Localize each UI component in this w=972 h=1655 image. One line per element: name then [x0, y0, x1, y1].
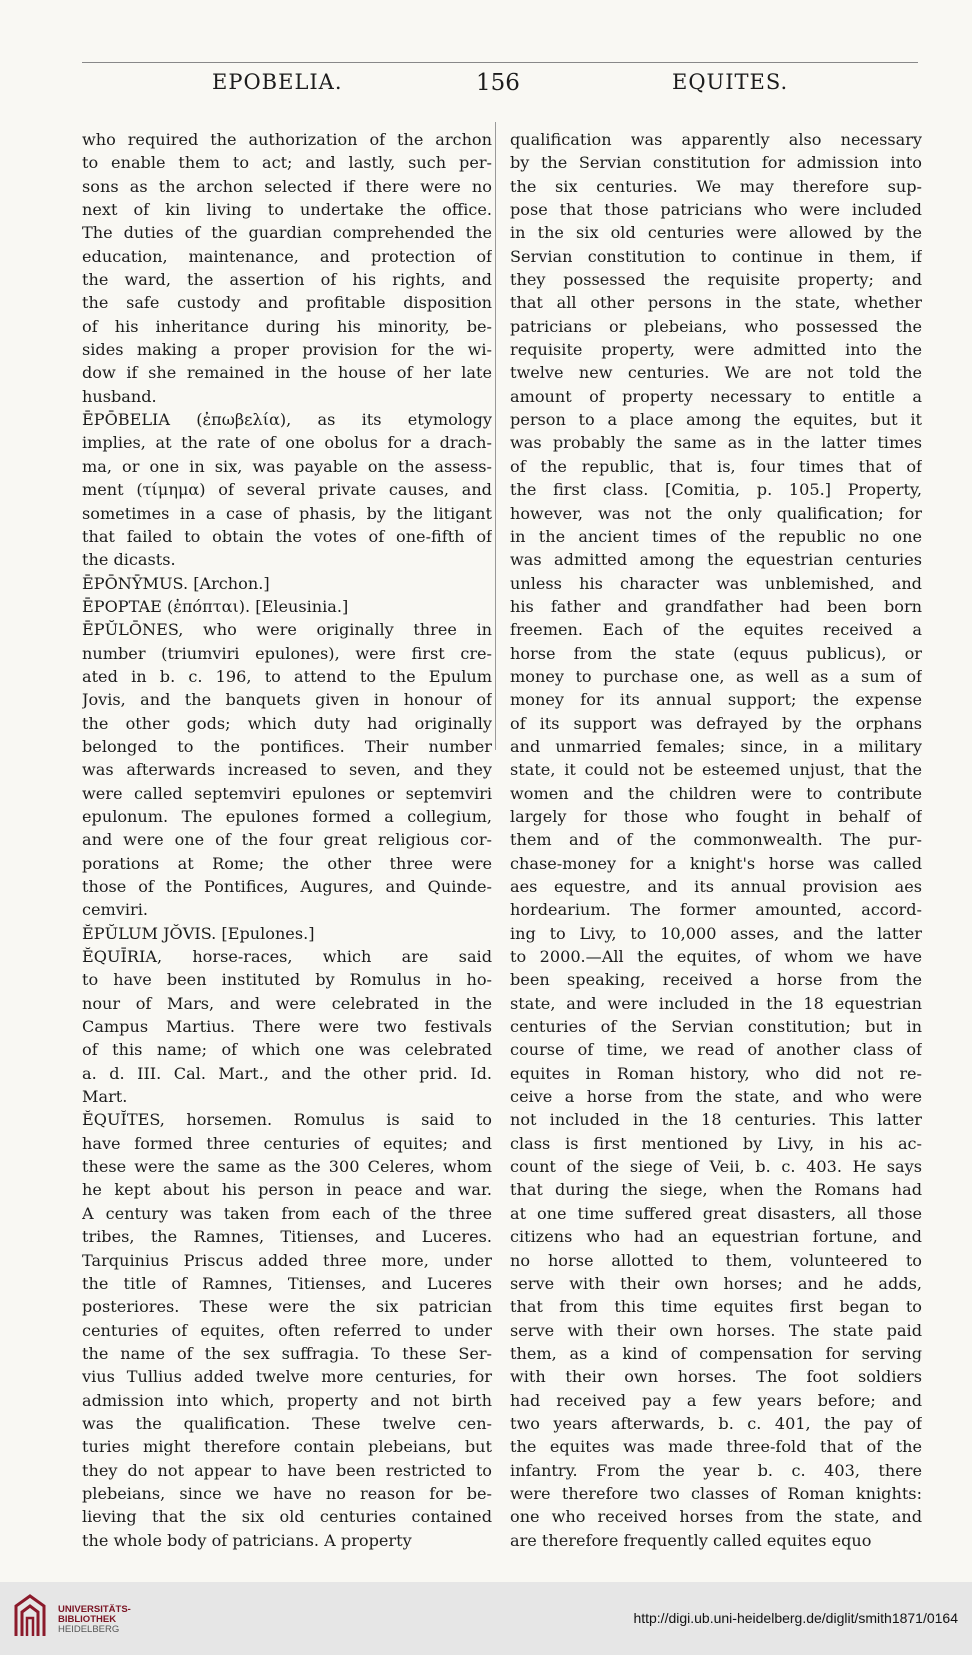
- text-line: was admitted among the equestrian centuries: [510, 550, 922, 570]
- text-line: pose that those patricians who were included: [510, 200, 922, 220]
- text-line: plebeians, since we have no reason for be-: [82, 1483, 492, 1503]
- text-line: count of the siege of Veii, b. c. 403. He says: [510, 1157, 922, 1177]
- text-line: at one time suffered great disasters, all those: [510, 1203, 922, 1223]
- column-divider: [495, 122, 496, 750]
- text-line: state, and were included in the 18 equestrian: [510, 993, 922, 1013]
- text-line: Tarquinius Priscus added three more, under: [82, 1250, 492, 1270]
- text-line: person to a place among the equites, but it: [510, 410, 922, 430]
- text-line: unless his character was unblemished, and: [510, 573, 922, 593]
- text-line: however, was not the only qualification; for: [510, 503, 922, 523]
- text-line: A century was taken from each of the three: [82, 1203, 492, 1223]
- text-line: of the republic, that is, four times that of: [510, 456, 922, 476]
- text-line: that during the siege, when the Romans had: [510, 1180, 922, 1200]
- text-line: no horse allotted to them, volunteered to: [510, 1250, 922, 1270]
- text-line: the six centuries. We may therefore sup-: [510, 176, 922, 196]
- text-line: who required the authorization of the archon: [82, 130, 492, 149]
- text-line: these were the same as the 300 Celeres, whom: [82, 1157, 492, 1177]
- text-line: belonged to the pontifices. Their number: [82, 736, 492, 756]
- text-line: ĒPŬLŌNES, who were originally three in: [82, 620, 492, 640]
- text-line: those of the Pontifices, Augures, and Quinde-: [82, 877, 492, 896]
- text-line: a. d. III. Cal. Mart., and the other prid. Id.: [82, 1063, 492, 1083]
- text-line: sometimes in a case of phasis, by the litigant: [82, 503, 492, 523]
- text-line: have formed three centuries of equites; and: [82, 1133, 492, 1153]
- text-line: lieving that the six old centuries contained: [82, 1507, 492, 1527]
- text-line: ĔQUĪRIA, horse-races, which are said: [82, 947, 492, 967]
- text-line: the ward, the assertion of his rights, and: [82, 270, 492, 290]
- text-line: that all other persons in the state, whether: [510, 293, 922, 313]
- text-line: aes equestre, and its annual provision aes: [510, 877, 922, 896]
- text-line: centuries of the Servian constitution; but in: [510, 1017, 922, 1037]
- footer-bar: [0, 1582, 972, 1655]
- text-line: posteriores. These were the six patrician: [82, 1297, 492, 1317]
- text-line: were therefore two classes of Roman knights:: [510, 1483, 922, 1503]
- text-line: freemen. Each of the equites received a: [510, 620, 922, 640]
- text-line: Mart.: [82, 1087, 128, 1107]
- text-line: that from this time equites first began to: [510, 1297, 922, 1317]
- text-line: ing to Livy, to 10,000 asses, and the latter: [510, 923, 922, 943]
- text-line: husband.: [82, 386, 157, 406]
- right-column: [510, 128, 922, 1608]
- text-line: ĒPŌBELIA (ἐπωβελία), as its etymology: [82, 410, 492, 430]
- text-line: ma, or one in six, was payable on the assess-: [82, 456, 492, 476]
- text-line: admission into which, property and not birth: [82, 1390, 492, 1410]
- text-line: horse from the state (equus publicus), or: [510, 643, 922, 663]
- text-line: the whole body of patricians. A property: [82, 1530, 412, 1550]
- text-line: Jovis, and the banquets given in honour of: [82, 690, 492, 710]
- text-line: sons as the archon selected if there were no: [82, 176, 492, 196]
- text-line: are therefore frequently called equites equo: [510, 1530, 872, 1550]
- text-line: citizens who had an equestrian fortune, and: [510, 1227, 922, 1247]
- text-line: qualification was apparently also necessary: [510, 130, 922, 149]
- text-line: ĔPŬLUM JŎVIS. [Epulones.]: [82, 923, 315, 943]
- text-line: were called septemviri epulones or septemviri: [82, 783, 492, 803]
- text-line: was probably the same as in the latter times: [510, 433, 922, 453]
- text-line: next of kin living to undertake the office.: [82, 200, 492, 220]
- text-line: women and the children were to contribute: [510, 783, 922, 803]
- text-line: ment (τίμημα) of several private causes, and: [82, 480, 492, 500]
- left-column: [82, 128, 492, 1608]
- text-line: to have been instituted by Romulus in ho-: [82, 970, 492, 990]
- text-line: turies might therefore contain plebeians, but: [82, 1437, 492, 1457]
- text-line: vius Tullius added twelve more centuries, for: [82, 1367, 492, 1387]
- text-line: them, as a kind of compensation for serving: [510, 1343, 922, 1363]
- text-line: twelve new centuries. We are not told the: [510, 363, 922, 383]
- text-line: in the ancient times of the republic no one: [510, 526, 922, 546]
- top-rule: [82, 62, 918, 63]
- text-line: dow if she remained in the house of her late: [82, 363, 492, 383]
- text-line: serve with their own horses. The state paid: [510, 1320, 922, 1340]
- text-line: implies, at the rate of one obolus for a drach-: [82, 433, 492, 453]
- text-line: tribes, the Ramnes, Titienses, and Luceres.: [82, 1227, 492, 1247]
- text-line: of this name; of which one was celebrated: [82, 1040, 492, 1060]
- text-line: his father and grandfather had been born: [510, 596, 922, 616]
- text-line: the other gods; which duty had originally: [82, 713, 492, 733]
- text-line: nour of Mars, and were celebrated in the: [82, 993, 492, 1013]
- text-line: number (triumviri epulones), were first cre-: [82, 643, 492, 663]
- text-line: money to purchase one, as well as a sum of: [510, 666, 922, 686]
- text-line: The duties of the guardian comprehended the: [82, 223, 492, 243]
- text-line: the first class. [Comitia, p. 105.] Property,: [510, 480, 922, 500]
- text-line: serve with their own horses; and he adds,: [510, 1273, 922, 1293]
- text-line: to enable them to act; and lastly, such per-: [82, 153, 492, 173]
- text-line: not included in the 18 centuries. This latter: [510, 1110, 922, 1130]
- text-line: the safe custody and profitable disposition: [82, 293, 492, 313]
- text-line: chase-money for a knight's horse was called: [510, 853, 922, 873]
- text-line: epulonum. The epulones formed a collegium,: [82, 806, 492, 826]
- text-line: and unmarried females; since, in a military: [510, 736, 922, 756]
- page-number: 156: [476, 70, 520, 96]
- text-line: porations at Rome; the other three were: [82, 853, 492, 873]
- text-line: that failed to obtain the votes of one-fifth of: [82, 526, 492, 546]
- text-line: Servian constitution to continue in them, if: [510, 246, 922, 266]
- text-line: the dicasts.: [82, 550, 176, 570]
- text-line: ĒPŌNȲMUS. [Archon.]: [82, 573, 270, 593]
- text-line: was afterwards increased to seven, and they: [82, 760, 492, 780]
- source-url-link[interactable]: http://digi.ub.uni-heidelberg.de/diglit/smith1871/0164: [633, 1610, 958, 1626]
- text-line: them and of the commonwealth. The pur-: [510, 830, 922, 850]
- text-line: amount of property necessary to entitle a: [510, 386, 922, 406]
- text-line: infantry. From the year b. c. 403, there: [510, 1460, 922, 1480]
- text-line: patricians or plebeians, who possessed the: [510, 316, 922, 336]
- text-line: state, it could not be esteemed unjust, that the: [510, 760, 922, 780]
- text-line: and were one of the four great religious cor-: [82, 830, 492, 850]
- text-line: the name of the sex suffragia. To these Ser-: [82, 1343, 492, 1363]
- text-line: they do not appear to have been restricted to: [82, 1460, 492, 1480]
- text-line: largely for those who fought in behalf of: [510, 806, 922, 826]
- text-line: sides making a proper provision for the wi-: [82, 340, 492, 360]
- text-line: ated in b. c. 196, to attend to the Epulum: [82, 666, 492, 686]
- text-line: in the six old centuries were allowed by the: [510, 223, 922, 243]
- text-line: of his inheritance during his minority, be-: [82, 316, 492, 336]
- text-line: centuries of equites, often referred to under: [82, 1320, 492, 1340]
- institution-name: UNIVERSITÄTS- BIBLIOTHEK HEIDELBERG: [58, 1604, 131, 1635]
- running-head-left: EPOBELIA.: [212, 70, 343, 94]
- text-line: was the qualification. These twelve cen-: [82, 1413, 492, 1433]
- text-line: the equites was made three-fold that of the: [510, 1437, 922, 1457]
- text-line: requisite property, were admitted into the: [510, 340, 922, 360]
- text-line: ĒPOPTAE (ἐπόπται). [Eleusinia.]: [82, 596, 349, 616]
- text-line: ceive a horse from the state, and who were: [510, 1087, 922, 1107]
- text-line: they possessed the requisite property; and: [510, 270, 922, 290]
- text-line: one who received horses from the state, and: [510, 1507, 922, 1527]
- university-logo-icon: [10, 1592, 50, 1642]
- running-head-right: EQUITES.: [672, 70, 789, 94]
- text-line: by the Servian constitution for admission into: [510, 153, 922, 173]
- text-line: ĔQUĬTES, horsemen. Romulus is said to: [82, 1110, 492, 1130]
- text-line: course of time, we read of another class of: [510, 1040, 922, 1060]
- text-line: with their own horses. The foot soldiers: [510, 1367, 922, 1387]
- text-line: Campus Martius. There were two festivals: [82, 1017, 492, 1037]
- text-line: education, maintenance, and protection of: [82, 246, 492, 266]
- text-line: two years afterwards, b. c. 401, the pay of: [510, 1413, 922, 1433]
- text-line: to 2000.—All the equites, of whom we have: [510, 947, 922, 967]
- text-line: cemviri.: [82, 900, 148, 920]
- text-line: had received pay a few years before; and: [510, 1390, 922, 1410]
- text-line: the title of Ramnes, Titienses, and Luceres: [82, 1273, 492, 1293]
- text-line: class is first mentioned by Livy, in his ac-: [510, 1133, 922, 1153]
- text-line: money for its annual support; the expense: [510, 690, 922, 710]
- text-line: of its support was defrayed by the orphans: [510, 713, 922, 733]
- text-line: equites in Roman history, who did not re-: [510, 1063, 922, 1083]
- text-line: been speaking, received a horse from the: [510, 970, 922, 990]
- text-line: hordearium. The former amounted, accord-: [510, 900, 922, 920]
- text-line: he kept about his person in peace and war.: [82, 1180, 492, 1200]
